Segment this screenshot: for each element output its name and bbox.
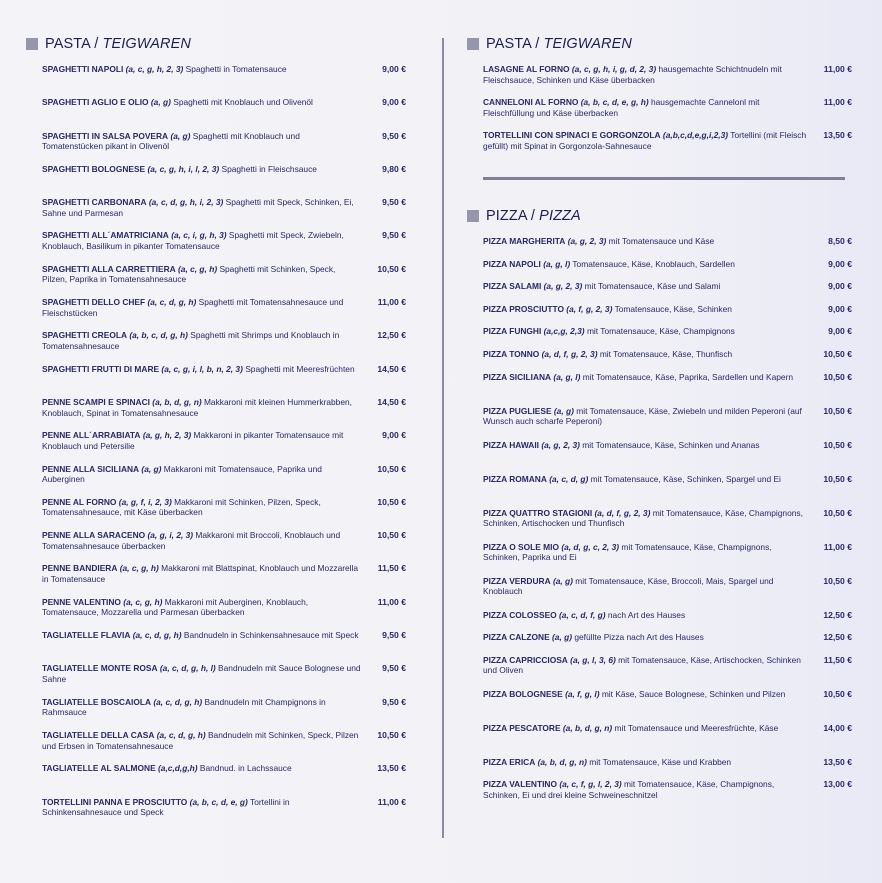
menu-item bbox=[467, 779, 852, 813]
dish-name: SPAGHETTI NAPOLI bbox=[42, 64, 124, 74]
dish-description: Spaghetti mit Tomatensahnesauce und Fleischstücken bbox=[42, 297, 344, 318]
allergen-codes: (a, g, 2, 3) bbox=[543, 281, 583, 292]
menu-item-text bbox=[26, 97, 362, 108]
dish-description: Spaghetti in Fleischsauce bbox=[221, 163, 317, 174]
dish-price: 10,50 € bbox=[823, 688, 852, 699]
dish-name: PENNE BANDIERA bbox=[42, 563, 118, 574]
menu-item bbox=[26, 630, 406, 663]
dish-name: TORTELLINI CON SPINACI E GORGONZOLA bbox=[483, 130, 661, 140]
allergen-codes: (a, g) bbox=[141, 463, 162, 474]
dish-description: mit Tomatensauce, Käse, Schinken und Ananas bbox=[582, 439, 760, 450]
allergen-codes: (a,b,c,d,e,g,i,2,3) bbox=[662, 130, 729, 140]
allergen-codes: (a, c, d, g, h) bbox=[156, 729, 206, 740]
dish-description: mit Käse, Sauce Bolognese, Schinken und Pilzen bbox=[601, 688, 786, 699]
dish-description: Tortellini in Schinkensahnesauce und Speck bbox=[42, 796, 290, 818]
dish-description: Spaghetti mit Schinken, Speck, Pilzen, Paprika in Tomatensahnesauce bbox=[42, 263, 336, 285]
menu-item-text bbox=[467, 281, 808, 292]
dish-price: 12,50 € bbox=[823, 609, 852, 620]
pasta-list bbox=[26, 64, 406, 830]
menu-item-text bbox=[467, 655, 808, 676]
menu-item bbox=[26, 397, 406, 430]
allergen-codes: (a, b, c, d, g, h) bbox=[129, 330, 188, 341]
menu-item bbox=[26, 730, 406, 763]
allergen-codes: (a, b, d, g, n) bbox=[537, 756, 587, 767]
menu-item bbox=[26, 64, 406, 97]
allergen-codes: (a,c,d,g,h) bbox=[158, 763, 198, 774]
dish-description: mit Tomatensauce, Käse, Champignons, Schinken, Artischocken und Thunfisch bbox=[483, 507, 803, 529]
square-bullet-icon bbox=[26, 38, 38, 50]
dish-description: mit Tomatensauce, Käse, Champignons, Schinken, Paprika und Ei bbox=[483, 541, 772, 563]
column-divider bbox=[442, 38, 444, 838]
dish-name: PIZZA BOLOGNESE bbox=[483, 688, 563, 699]
dish-description: Bandnud. in Lachssauce bbox=[199, 763, 292, 774]
allergen-codes: (a, b, c, d, e, g) bbox=[189, 796, 248, 807]
menu-item-text bbox=[26, 497, 362, 518]
menu-item bbox=[26, 131, 406, 164]
dish-price: 9,50 € bbox=[382, 130, 406, 141]
dish-name: PENNE AL FORNO bbox=[42, 496, 117, 507]
allergen-codes: (a, c, d, g, h, l) bbox=[159, 663, 216, 674]
menu-item bbox=[467, 259, 852, 282]
menu-item bbox=[26, 763, 406, 796]
menu-item bbox=[26, 330, 406, 363]
dish-name: PIZZA PUGLIESE bbox=[483, 405, 552, 416]
allergen-codes: (a, g) bbox=[552, 632, 573, 643]
menu-item bbox=[26, 430, 406, 463]
menu-item bbox=[467, 508, 852, 542]
menu-item bbox=[26, 797, 406, 830]
dish-description: hausgemachte Cannelonl mit Fleischfüllung und Käse überbacken bbox=[483, 97, 760, 118]
dish-price: 10,50 € bbox=[823, 439, 852, 450]
allergen-codes: (a, g, i, 2, 3) bbox=[147, 530, 194, 541]
allergen-codes: (a, c, d, g, h) bbox=[153, 696, 203, 707]
dish-description: Spaghetti mit Speck, Schinken, Ei, Sahne und Parmesan bbox=[42, 197, 354, 218]
dish-price: 13,00 € bbox=[823, 779, 852, 790]
dish-description: Bandnudeln mit Sauce Bolognese und Sahne bbox=[42, 663, 361, 684]
menu-item-text bbox=[467, 97, 808, 118]
dish-name: PIZZA ROMANA bbox=[483, 473, 547, 484]
pasta-section-header bbox=[26, 34, 406, 54]
dish-description: mit Tomatensauce, Käse, Thunfisch bbox=[599, 348, 733, 359]
dish-name: SPAGHETTI FRUTTI DI MARE bbox=[42, 363, 160, 374]
dish-name: PIZZA PESCATORE bbox=[483, 722, 561, 733]
dish-name: PIZZA VERDURA bbox=[483, 575, 551, 586]
allergen-codes: (a, g, l) bbox=[553, 371, 581, 382]
section-rule bbox=[483, 177, 845, 180]
menu-item-text bbox=[467, 440, 808, 451]
menu-item-text bbox=[26, 297, 362, 318]
menu-item bbox=[467, 474, 852, 508]
allergen-codes: (a, c, d, g) bbox=[549, 473, 589, 484]
menu-item-text bbox=[26, 430, 362, 451]
menu-item bbox=[467, 97, 852, 130]
menu-item bbox=[26, 530, 406, 563]
dish-price: 11,00 € bbox=[377, 596, 406, 607]
dish-price: 10,50 € bbox=[823, 348, 852, 359]
allergen-codes: (a, c, g, h) bbox=[123, 596, 163, 607]
dish-price: 9,00 € bbox=[382, 97, 406, 108]
left-column bbox=[26, 34, 406, 830]
allergen-codes: (a, d, f, g, 2, 3) bbox=[594, 507, 651, 518]
dish-price: 11,00 € bbox=[823, 64, 852, 74]
dish-description: Makkaroni in pikanter Tomatensauce mit Knoblauch und Petersilie bbox=[42, 430, 344, 451]
menu-item-text bbox=[26, 64, 362, 75]
menu-item bbox=[467, 632, 852, 655]
dish-description: Makkaroni mit Tomatensauce, Paprika und Auberginen bbox=[42, 463, 322, 485]
pasta-section-header-right bbox=[467, 34, 852, 54]
dish-description: Tortellini (mit Fleisch gefüllt) mit Spinat in Gorgonzola-Sahnesauce bbox=[483, 130, 807, 151]
menu-item-text bbox=[26, 264, 362, 285]
dish-description: mit Tomatensauce, Käse und Salami bbox=[584, 281, 721, 292]
menu-item-text bbox=[467, 542, 808, 563]
pizza-list bbox=[467, 236, 852, 813]
dish-price: 9,00 € bbox=[382, 64, 406, 74]
dish-price: 9,50 € bbox=[382, 663, 406, 674]
dish-price: 9,50 € bbox=[382, 630, 406, 641]
menu-item-text bbox=[467, 130, 808, 151]
section-title: PASTA / TEIGWAREN bbox=[486, 36, 632, 52]
dish-description: Tomatensauce, Käse, Schinken bbox=[614, 303, 732, 314]
dish-description: Spaghetti mit Speck, Zwiebeln, Knoblauch, Basilikum in pikanter Tomatensauce bbox=[42, 230, 344, 252]
menu-item bbox=[26, 464, 406, 497]
dish-price: 10,50 € bbox=[823, 405, 852, 416]
dish-price: 10,50 € bbox=[377, 463, 406, 474]
dish-description: mit Tomatensauce, Käse, Artischocken, Schinken und Oliven bbox=[483, 654, 801, 676]
menu-item-text bbox=[26, 364, 362, 375]
allergen-codes: (a, c, g, h, i, g, d, 2, 3) bbox=[571, 64, 657, 74]
menu-item-text bbox=[467, 236, 808, 247]
allergen-codes: (a, g, f, i, 2, 3) bbox=[118, 496, 172, 507]
dish-name: PIZZA SICILIANA bbox=[483, 371, 552, 382]
menu-item bbox=[467, 130, 852, 163]
menu-item bbox=[26, 697, 406, 730]
menu-item bbox=[467, 326, 852, 349]
dish-name: PIZZA HAWAII bbox=[483, 439, 539, 450]
dish-price: 11,00 € bbox=[823, 541, 852, 552]
dish-name: PIZZA TONNO bbox=[483, 348, 540, 359]
dish-name: PIZZA O SOLE MIO bbox=[483, 541, 559, 552]
menu-item bbox=[467, 576, 852, 610]
dish-price: 10,50 € bbox=[377, 729, 406, 740]
dish-price: 11,50 € bbox=[377, 563, 406, 574]
menu-item bbox=[467, 542, 852, 576]
dish-name: SPAGHETTI CREOLA bbox=[42, 330, 127, 341]
allergen-codes: (a, f, g, l) bbox=[565, 688, 600, 699]
menu-item bbox=[26, 563, 406, 596]
allergen-codes: (a, g) bbox=[553, 405, 574, 416]
menu-item bbox=[467, 655, 852, 689]
dish-price: 9,00 € bbox=[828, 258, 852, 269]
menu-item bbox=[26, 497, 406, 530]
dish-description: Bandnudeln in Schinkensahnesauce mit Speck bbox=[183, 630, 359, 641]
dish-description: Bandnudeln mit Champignons in Rahmsauce bbox=[42, 696, 326, 718]
dish-name: SPAGHETTI IN SALSA POVERA bbox=[42, 130, 169, 141]
menu-item-text bbox=[26, 763, 362, 774]
dish-description: Makkaroni mit Auberginen, Knoblauch, Tomatensauce, Mozzarella und Parmesan überbacken bbox=[42, 596, 309, 618]
dish-name: TAGLIATELLE MONTE ROSA bbox=[42, 663, 158, 674]
dish-name: PIZZA CALZONE bbox=[483, 632, 550, 643]
menu-item-text bbox=[26, 230, 362, 251]
pizza-section-header bbox=[467, 206, 852, 226]
menu-item-text bbox=[467, 304, 808, 315]
dish-price: 11,00 € bbox=[377, 297, 406, 308]
dish-price: 10,50 € bbox=[823, 473, 852, 484]
right-column bbox=[467, 34, 852, 813]
menu-item-text bbox=[467, 757, 808, 768]
dish-price: 14,50 € bbox=[377, 363, 406, 374]
menu-item bbox=[467, 304, 852, 327]
dish-price: 13,50 € bbox=[823, 130, 852, 140]
allergen-codes: (a, f, g, 2, 3) bbox=[566, 303, 613, 314]
dish-price: 9,00 € bbox=[382, 430, 406, 441]
dish-description: mit Tomatensauce, Käse, Paprika, Sardellen und Kapern bbox=[582, 371, 794, 382]
dish-price: 11,50 € bbox=[823, 654, 852, 665]
menu-item-text bbox=[26, 197, 362, 218]
dish-name: PENNE ALLA SARACENO bbox=[42, 530, 146, 541]
dish-description: mit Tomatensauce, Käse, Champignons bbox=[586, 326, 735, 337]
dish-description: mit Tomatensauce, Käse und Krabben bbox=[589, 756, 732, 767]
dish-price: 10,50 € bbox=[823, 507, 852, 518]
dish-price: 10,50 € bbox=[377, 496, 406, 507]
allergen-codes: (a, c, g, h) bbox=[119, 563, 159, 574]
menu-item bbox=[26, 297, 406, 330]
dish-name: SPAGHETTI AGLIO E OLIO bbox=[42, 97, 149, 108]
dish-description: Spaghetti mit Knoblauch und Olivenöl bbox=[173, 97, 313, 108]
menu-item-text bbox=[467, 326, 808, 337]
allergen-codes: (a, c, d, g, h) bbox=[147, 297, 197, 308]
dish-name: PENNE VALENTINO bbox=[42, 596, 121, 607]
menu-item-text bbox=[467, 349, 808, 360]
allergen-codes: (a, d, f, g, 2, 3) bbox=[541, 348, 598, 359]
menu-item-text bbox=[26, 164, 362, 175]
menu-item-text bbox=[26, 397, 362, 418]
dish-description: gefüllte Pizza nach Art des Hauses bbox=[574, 632, 704, 643]
dish-name: TAGLIATELLE BOSCAIOLA bbox=[42, 696, 152, 707]
dish-description: mit Tomatensauce und Meeresfrüchte, Käse bbox=[614, 722, 779, 733]
menu-item-text bbox=[26, 630, 362, 641]
allergen-codes: (a, c, g, i, l, b, n, 2, 3) bbox=[161, 363, 243, 374]
dish-price: 14,50 € bbox=[377, 396, 406, 407]
dish-name: LASAGNE AL FORNO bbox=[483, 64, 570, 74]
dish-price: 9,00 € bbox=[828, 281, 852, 292]
menu-item bbox=[26, 597, 406, 630]
dish-description: Tomatensauce, Käse, Knoblauch, Sardellen bbox=[572, 258, 735, 269]
allergen-codes: (a, g) bbox=[170, 130, 191, 141]
menu-item-text bbox=[26, 797, 362, 818]
dish-description: Spaghetti in Tomatensauce bbox=[185, 64, 287, 74]
dish-price: 10,50 € bbox=[823, 575, 852, 586]
allergen-codes: (a, c, i, g, h, 3) bbox=[171, 230, 227, 241]
allergen-codes: (a, g, h, 2, 3) bbox=[142, 430, 192, 441]
allergen-codes: (a,c,g, 2,3) bbox=[543, 326, 585, 337]
dish-name: PIZZA SALAMI bbox=[483, 281, 542, 292]
dish-price: 10,50 € bbox=[377, 263, 406, 274]
allergen-codes: (a, b, d, g, n) bbox=[562, 722, 613, 733]
dish-name: PENNE ALLA SICILIANA bbox=[42, 463, 140, 474]
dish-name: PIZZA PROSCIUTTO bbox=[483, 303, 564, 314]
menu-item bbox=[467, 349, 852, 372]
dish-name: SPAGHETTI BOLOGNESE bbox=[42, 163, 146, 174]
dish-name: SPAGHETTI ALL´AMATRICIANA bbox=[42, 230, 169, 241]
dish-price: 9,00 € bbox=[828, 326, 852, 337]
dish-price: 13,50 € bbox=[823, 756, 852, 767]
dish-description: nach Art des Hauses bbox=[607, 609, 686, 620]
allergen-codes: (a, c, d, g, h) bbox=[132, 630, 182, 641]
menu-item bbox=[467, 406, 852, 440]
dish-price: 9,50 € bbox=[382, 230, 406, 241]
dish-price: 9,50 € bbox=[382, 197, 406, 208]
menu-item-text bbox=[467, 723, 808, 734]
menu-item bbox=[26, 663, 406, 696]
menu-item bbox=[467, 723, 852, 757]
dish-name: CANNELONI AL FORNO bbox=[483, 97, 579, 107]
dish-name: PIZZA MARGHERITA bbox=[483, 236, 566, 246]
dish-name: TAGLIATELLE DELLA CASA bbox=[42, 729, 155, 740]
dish-price: 11,00 € bbox=[377, 796, 406, 807]
dish-name: PENNE SCAMPI E SPINACI bbox=[42, 396, 150, 407]
allergen-codes: (a, g, l) bbox=[543, 258, 571, 269]
allergen-codes: (a, c, g, h) bbox=[178, 263, 218, 274]
dish-description: Makkaroni mit kleinen Hummerkrabben, Knoblauch, Spinat in Tomatensahnesauce bbox=[42, 396, 352, 418]
allergen-codes: (a, c, d, f, g) bbox=[559, 609, 606, 620]
menu-item bbox=[467, 757, 852, 780]
square-bullet-icon bbox=[467, 210, 479, 222]
menu-item bbox=[26, 164, 406, 197]
menu-item-text bbox=[26, 663, 362, 684]
allergen-codes: (a, d, g, c, 2, 3) bbox=[561, 541, 620, 552]
dish-description: mit Tomatensauce und Käse bbox=[608, 236, 715, 246]
dish-name: TORTELLINI PANNA E PROSCIUTTO bbox=[42, 796, 188, 807]
dish-description: hausgemachte Schichtnudeln mit Fleischsauce, Schinken und Käse überbacken bbox=[483, 64, 782, 85]
menu-item-text bbox=[467, 779, 808, 800]
allergen-codes: (a, c, g, h, i, l, 2, 3) bbox=[147, 163, 220, 174]
menu-item-text bbox=[26, 597, 362, 618]
dish-name: PIZZA NAPOLI bbox=[483, 258, 541, 269]
menu-item-text bbox=[26, 464, 362, 485]
menu-item-text bbox=[467, 632, 808, 643]
menu-item bbox=[467, 689, 852, 723]
dish-description: mit Tomatensauce, Käse, Champignons, Schinken, Ei und drei kleine Schweineschnitzel bbox=[483, 779, 775, 800]
menu-item bbox=[467, 440, 852, 474]
allergen-codes: (a, g) bbox=[150, 97, 171, 108]
menu-item bbox=[467, 610, 852, 633]
menu-item-text bbox=[26, 563, 362, 584]
allergen-codes: (a, c, d, g, h, i, 2, 3) bbox=[148, 197, 224, 208]
menu-item bbox=[26, 264, 406, 297]
dish-price: 9,00 € bbox=[828, 303, 852, 314]
dish-description: Bandnudeln mit Schinken, Speck, Pilzen und Erbsen in Tomatensahnesauce bbox=[42, 729, 359, 751]
menu-item-text bbox=[467, 576, 808, 597]
dish-description: mit Tomatensauce, Käse, Zwiebeln und milden Peperoni (auf Wunsch auch scharfe Peperoni) bbox=[483, 405, 802, 427]
pasta-list-right bbox=[467, 64, 852, 163]
dish-price: 12,50 € bbox=[823, 632, 852, 643]
dish-description: Makkaroni mit Blattspinat, Knoblauch und Mozzarella in Tomatensauce bbox=[42, 563, 359, 585]
allergen-codes: (a, c, g, h, 2, 3) bbox=[125, 64, 184, 74]
dish-price: 10,50 € bbox=[823, 371, 852, 382]
dish-description: Makkaroni mit Broccoli, Knoblauch und Tomatensahnesauce überbacken bbox=[42, 530, 341, 551]
menu-item bbox=[26, 364, 406, 397]
dish-name: SPAGHETTI DELLO CHEF bbox=[42, 297, 146, 308]
allergen-codes: (a, g, l, 3, 6) bbox=[570, 654, 616, 665]
dish-price: 11,00 € bbox=[823, 97, 852, 107]
section-title: PASTA / TEIGWAREN bbox=[45, 36, 191, 52]
dish-price: 12,50 € bbox=[377, 330, 406, 341]
allergen-codes: (a, g, 2, 3) bbox=[567, 236, 607, 246]
dish-name: PIZZA ERICA bbox=[483, 756, 536, 767]
dish-price: 10,50 € bbox=[377, 530, 406, 541]
menu-item-text bbox=[26, 730, 362, 751]
dish-name: PENNE ALL´ARRABIATA bbox=[42, 430, 141, 441]
dish-description: Spaghetti mit Meeresfrüchten bbox=[245, 363, 355, 374]
allergen-codes: (a, g, 2, 3) bbox=[541, 439, 580, 450]
dish-name: SPAGHETTI CARBONARA bbox=[42, 197, 147, 208]
dish-price: 9,50 € bbox=[382, 696, 406, 707]
dish-name: TAGLIATELLE FLAVIA bbox=[42, 630, 131, 641]
menu-item-text bbox=[467, 259, 808, 270]
allergen-codes: (a, b, c, d, e, g, h) bbox=[580, 97, 649, 107]
dish-description: Spaghetti mit Shrimps und Knoblauch in Tomatensahnesauce bbox=[42, 330, 340, 351]
menu-item-text bbox=[467, 372, 808, 383]
menu-item-text bbox=[467, 508, 808, 529]
dish-name: TAGLIATELLE AL SALMONE bbox=[42, 763, 156, 774]
dish-name: PIZZA CAPRICCIOSA bbox=[483, 654, 568, 665]
menu-item bbox=[467, 236, 852, 259]
dish-price: 8,50 € bbox=[828, 236, 852, 246]
menu-item-text bbox=[467, 689, 808, 700]
dish-description: mit Tomatensauce, Käse, Schinken, Spargel und Ei bbox=[590, 473, 781, 484]
menu-item-text bbox=[26, 530, 362, 551]
menu-item bbox=[467, 372, 852, 406]
dish-price: 13,50 € bbox=[377, 763, 406, 774]
dish-price: 14,00 € bbox=[823, 722, 852, 733]
dish-description: mit Tomatensauce, Käse, Broccoli, Mais, Spargel und Knoblauch bbox=[483, 575, 774, 597]
menu-item bbox=[467, 281, 852, 304]
menu-item-text bbox=[467, 474, 808, 485]
dish-name: PIZZA VALENTINO bbox=[483, 779, 557, 790]
section-title: PIZZA / PIZZA bbox=[486, 208, 581, 224]
dish-name: SPAGHETTI ALLA CARRETTIERA bbox=[42, 263, 176, 274]
dish-description: Makkaroni mit Schinken, Pilzen, Speck, Tomatensahnesauce, mit Käse überbacken bbox=[42, 496, 321, 518]
menu-item-text bbox=[26, 697, 362, 718]
menu-item bbox=[26, 197, 406, 230]
menu-item-text bbox=[26, 131, 362, 152]
menu-item bbox=[467, 64, 852, 97]
dish-description: Spaghetti mit Knoblauch und Tomatenstücken pikant in Olivenöl bbox=[42, 130, 300, 152]
menu-item bbox=[26, 230, 406, 263]
menu-item-text bbox=[467, 406, 808, 427]
dish-name: PIZZA COLOSSEO bbox=[483, 609, 557, 620]
menu-item-text bbox=[467, 610, 808, 621]
allergen-codes: (a, b, d, g, n) bbox=[152, 396, 202, 407]
dish-name: PIZZA QUATTRO STAGIONI bbox=[483, 507, 593, 518]
menu-item-text bbox=[467, 64, 808, 85]
menu-item bbox=[26, 97, 406, 130]
square-bullet-icon bbox=[467, 38, 479, 50]
allergen-codes: (a, g) bbox=[552, 575, 573, 586]
menu-item-text bbox=[26, 330, 362, 351]
dish-price: 9,80 € bbox=[382, 163, 406, 174]
dish-name: PIZZA FUNGHI bbox=[483, 326, 542, 337]
allergen-codes: (a, c, f, g, l, 2, 3) bbox=[559, 779, 622, 790]
